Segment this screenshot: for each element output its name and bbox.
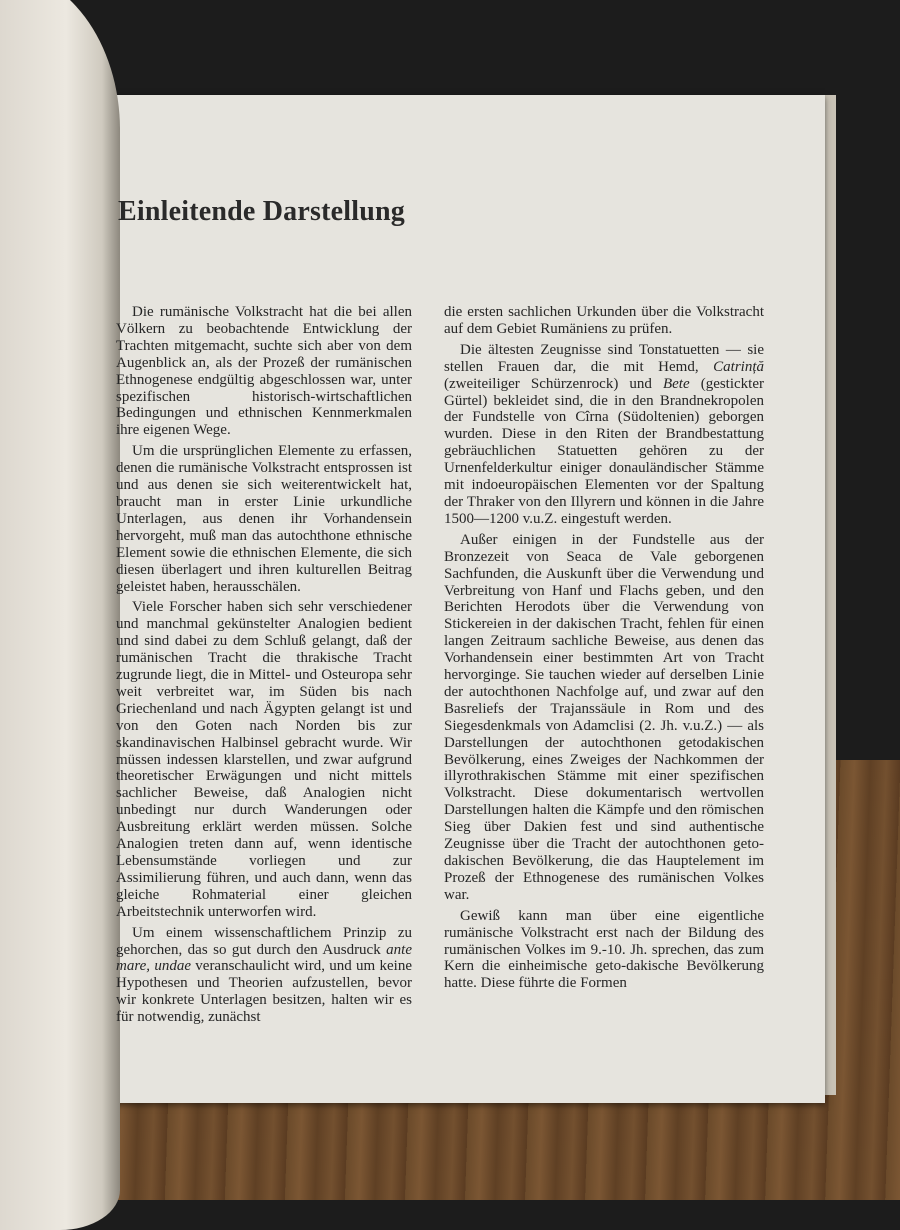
text-run: (zweiteiliger Schürzenrock) und: [444, 375, 663, 392]
text-run: Um einem wissenschaftlichem Prinzip zu gehorchen, das so gut durch den Ausdruck: [116, 924, 412, 958]
paragraph: Gewiß kann man über eine eigentliche rumänische Volkstracht erst nach der Bildung des rumänischen Volkes im 9.-10. Jh. sprechen, das zum Kern die einheimische geto-dakische Bevölkerung hatte. Diese führte die Formen: [444, 907, 764, 992]
paragraph: Außer einigen in der Fundstelle aus der Bronzezeit von Seaca de Vale geborgenen Sachfunden, die Auskunft über die Verwendung und Verbreitung von Hanf und Flachs geben, und den Berichten Herodots über die Verwendung von Stickereien in der dakischen Tracht, fehlen für einen langen Zeitraum sachliche Beweise, aus denen das Vorhandensein einer bestimmten Art von Tracht hervorginge. Sie tauchen wieder auf derselben Linie der autochthonen Nachfolge auf, und zwar auf den Basreliefs der Trajanssäule in Rom und des Siegesdenkmals von Adamclisi (2. Jh. v.u.Z.) — als Darstellungen der autochthonen getodakischen Bevölkerung, eines Zweiges der Nachkommen der illyrothrakischen Stämme mit einer spezifischen Volkstracht. Diese dokumentarisch wertvollen Darstellungen halten die Kämpfe und den römischen Sieg über Dakien fest und sind authentische Zeugnisse über die Tracht der autochthonen geto-dakischen Bevölkerung, die das Hauptelement im Prozeß der Ethnogenese des rumänischen Volkes war.: [444, 531, 764, 903]
text-run: Die ältesten Zeugnisse sind Tonstatuetten — sie stellen Frauen dar, die mit Hemd,: [444, 341, 764, 375]
italic-term: ante mare, undae: [116, 941, 412, 975]
paragraph: Viele Forscher haben sich sehr verschiedener und manchmal gekünstelter Analogien bedient und sind dabei zu dem Schluß gelangt, daß der rumänischen Tracht die thrakische Tracht zugrunde liegt, die in Mittel- und Osteuropa sehr weit verbreitet war, im Süden bis nach Griechenland und nach Ägypten gelangt ist und von den Goten nach Norden bis zur skandinavischen Halbinsel gebracht wurde. Wir müssen indessen klarstellen, und zwar aufgrund theoretischer Erwägungen und nicht mittels sachlicher Beweise, daß Analogien nicht unbedingt nur durch Wanderungen oder Ausbreitung erklärt werden müssen. Solche Analogien treten dann auf, wenn identische Lebensumstände vorliegen und zur Assimilierung führen, und auch dann, wenn das gleiche Rohmaterial einer gleichen Arbeitstechnik unterworfen wird.: [116, 599, 412, 920]
paragraph: [116, 925, 412, 1026]
paragraph: [444, 342, 764, 528]
left-page-curl: [0, 0, 120, 1230]
paragraph: Die rumänische Volkstracht hat die bei allen Völkern zu beobachtende Entwicklung der Trachten mitgemacht, suchte sich aber von dem Augenblick an, als der Prozeß der rumänischen Ethnogenese endgültig abgeschlossen war, unter spezifischen historisch-wirtschaftlichen Bedingungen und ethnischen Kennmerkmalen ihre eigenen Wege.: [116, 304, 412, 439]
page-title: Einleitende Darstellung: [118, 196, 405, 227]
italic-term: Catrință: [713, 358, 764, 375]
paragraph: Um die ursprünglichen Elemente zu erfassen, denen die rumänische Volkstracht entsprossen ist und aus denen sie sich weiterentwickelt hat, braucht man in erster Linie urkundliche Unterlagen, aus denen ihr Vorhandensein hervorgeht, muß man das autochthone ethnische Element sowie die ethnischen Elemente, die sich diesen überlagert und ihren kulturellen Beitrag geleistet haben, herausschälen.: [116, 443, 412, 595]
text-column-left: [116, 304, 412, 1030]
text-column-right: [444, 304, 764, 996]
italic-term: Bete: [662, 375, 690, 392]
paragraph-continued: die ersten sachlichen Urkunden über die Volkstracht auf dem Gebiet Rumäniens zu prüfen.: [444, 304, 764, 337]
text-run: veranschaulicht wird, und um keine Hypothesen und Theorien aufzustellen, bevor wir konkrete Unterlagen besitzen, halten wir es für notwendig, zunächst: [116, 958, 412, 1026]
text-run: (gestickter Gürtel) bekleidet sind, die in den Brandnekropolen der Fundstelle von Cîrna (Südoltenien) geborgen wurden. Diese in den Riten der Brandbestattung gebräuchlichen Statuetten gehören zu der Urnenfelderkultur einiger donauländischer Stämme mit indoeuropäischen Elementen vor der Spaltung der Thraker von den Illyrern und können in die Jahre 1500—1200 v.u.Z. eingestuft werden.: [444, 375, 764, 527]
